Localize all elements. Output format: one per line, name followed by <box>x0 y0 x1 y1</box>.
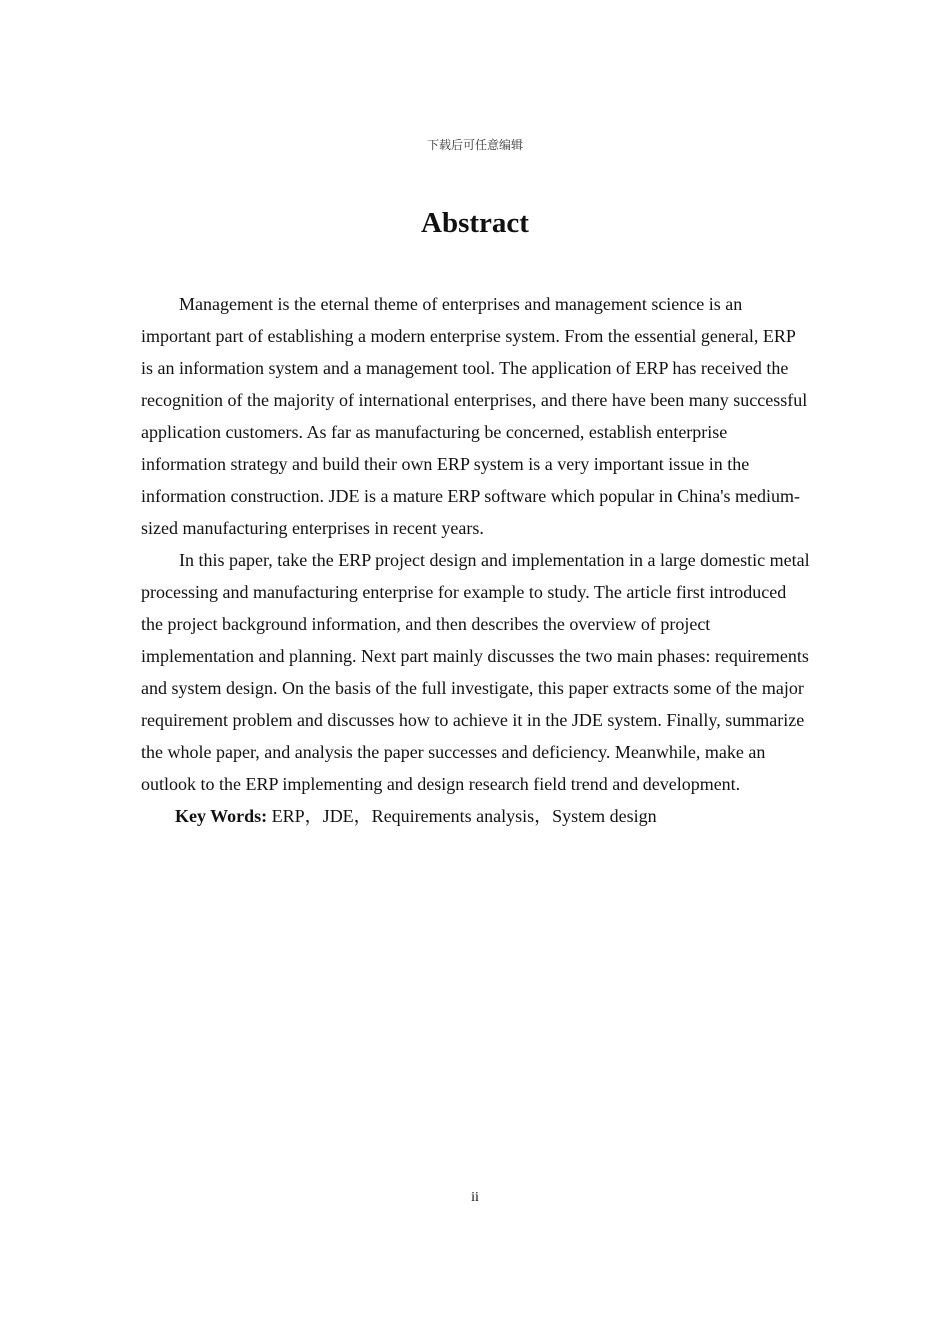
abstract-title: Abstract <box>421 207 529 239</box>
download-editable-note: 下载后可任意编辑 <box>426 138 523 152</box>
keywords-label: Key Words: <box>175 806 268 826</box>
abstract-paragraph-1: Management is the eternal theme of enterprises and management science is an important part of establishing a modern enterprise system. From the essential general, ERP is an information system and a management tool. The application of ERP has received the recognition of the majority of international enterprises, and there have been many successful application customers. As far as manufacturing be concerned, establish enterprise information strategy and build their own ERP system is a very important issue in the information construction. JDE is a mature ERP software which popular in China's medium-sized manufacturing enterprises in recent years. <box>141 294 808 538</box>
page-number: ii <box>471 1190 479 1205</box>
abstract-paragraph-2: In this paper, take the ERP project design and implementation in a large domestic metal processing and manufacturing enterprise for example to study. The article first introduced the project background information, and then describes the overview of project implementation and planning. Next part mainly discusses the two main phases: requirements and system design. On the basis of the full investigate, this paper extracts some of the major requirement problem and discusses how to achieve it in the JDE system. Finally, summarize the whole paper, and analysis the paper successes and deficiency. Meanwhile, make an outlook to the ERP implementing and design research field trend and development. <box>141 550 810 794</box>
keywords-list: ERP，JDE，Requirements analysis，System design <box>271 806 657 826</box>
abstract-body <box>141 288 811 832</box>
keywords-line <box>141 800 811 832</box>
